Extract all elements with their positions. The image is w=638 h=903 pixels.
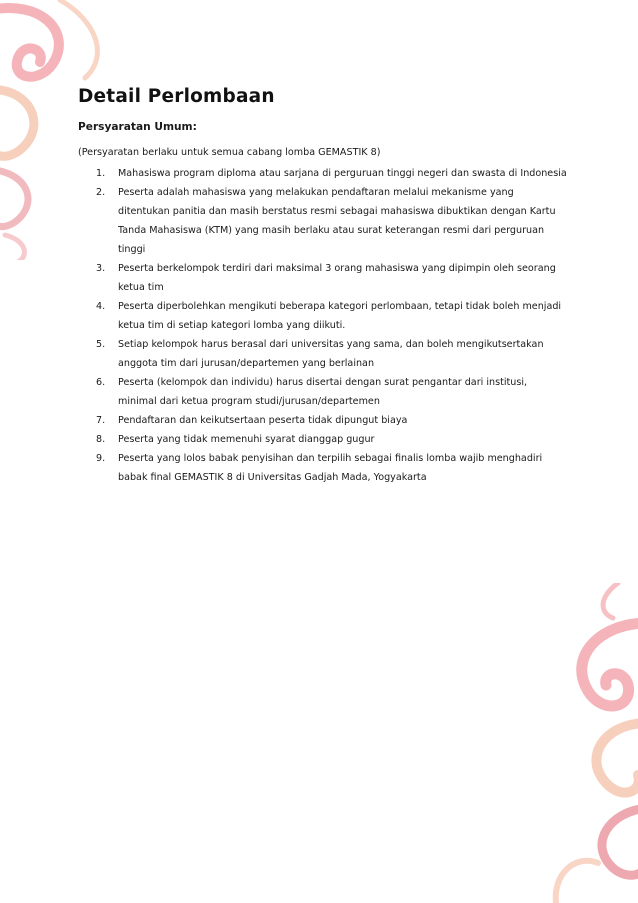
- list-item: [78, 335, 568, 373]
- list-item-text: Peserta (kelompok dan individu) harus disertai dengan surat pengantar dari institusi, minimal dari ketua program studi/jurusan/departemen: [118, 377, 528, 407]
- list-item: [78, 411, 568, 430]
- list-item: [78, 164, 568, 183]
- list-item: [78, 259, 568, 297]
- requirements-list: [78, 164, 568, 487]
- list-item-text: Mahasiswa program diploma atau sarjana di perguruan tinggi negeri dan swasta di Indonesia: [118, 168, 567, 179]
- list-item-text: Peserta yang lolos babak penyisihan dan terpilih sebagai finalis lomba wajib menghadiri babak final GEMASTIK 8 di Universitas Gadjah Mada, Yogyakarta: [118, 453, 543, 483]
- document-body: [78, 86, 568, 487]
- list-item-number: 1.: [96, 168, 106, 179]
- list-item-number: 3.: [96, 263, 106, 274]
- list-item-number: 6.: [96, 377, 106, 388]
- list-item-text: Peserta yang tidak memenuhi syarat dianggap gugur: [118, 434, 375, 445]
- section-heading: Persyaratan Umum:: [78, 121, 197, 133]
- list-item-number: 4.: [96, 301, 106, 312]
- list-item-text: Peserta berkelompok terdiri dari maksimal 3 orang mahasiswa yang dipimpin oleh seorang ketua tim: [118, 263, 556, 293]
- list-item-text: Pendaftaran dan keikutsertaan peserta tidak dipungut biaya: [118, 415, 408, 426]
- list-item-text: Peserta adalah mahasiswa yang melakukan pendaftaran melalui mekanisme yang ditentukan panitia dan masih berstatus resmi sebagai mahasiswa dibuktikan dengan Kartu Tanda Mahasiswa (KTM) yang masih berlaku atau surat keterangan resmi dari perguruan tinggi: [118, 187, 556, 255]
- list-item-number: 2.: [96, 187, 106, 198]
- list-item-number: 5.: [96, 339, 106, 350]
- list-item: [78, 449, 568, 487]
- list-item: [78, 430, 568, 449]
- list-item-number: 8.: [96, 434, 106, 445]
- requirements-note: (Persyaratan berlaku untuk semua cabang lomba GEMASTIK 8): [78, 147, 381, 158]
- list-item-text: Setiap kelompok harus berasal dari universitas yang sama, dan boleh mengikutsertakan anggota tim dari jurusan/departemen yang berlainan: [118, 339, 544, 369]
- list-item-number: 9.: [96, 453, 106, 464]
- list-item-text: Peserta diperbolehkan mengikuti beberapa kategori perlombaan, tetapi tidak boleh menjadi ketua tim di setiap kategori lomba yang diikuti.: [118, 301, 562, 331]
- list-item: [78, 373, 568, 411]
- page-title: Detail Perlombaan: [78, 86, 275, 107]
- list-item: [78, 183, 568, 259]
- list-item: [78, 297, 568, 335]
- ornament-bottom-right: [488, 583, 638, 903]
- list-item-number: 7.: [96, 415, 106, 426]
